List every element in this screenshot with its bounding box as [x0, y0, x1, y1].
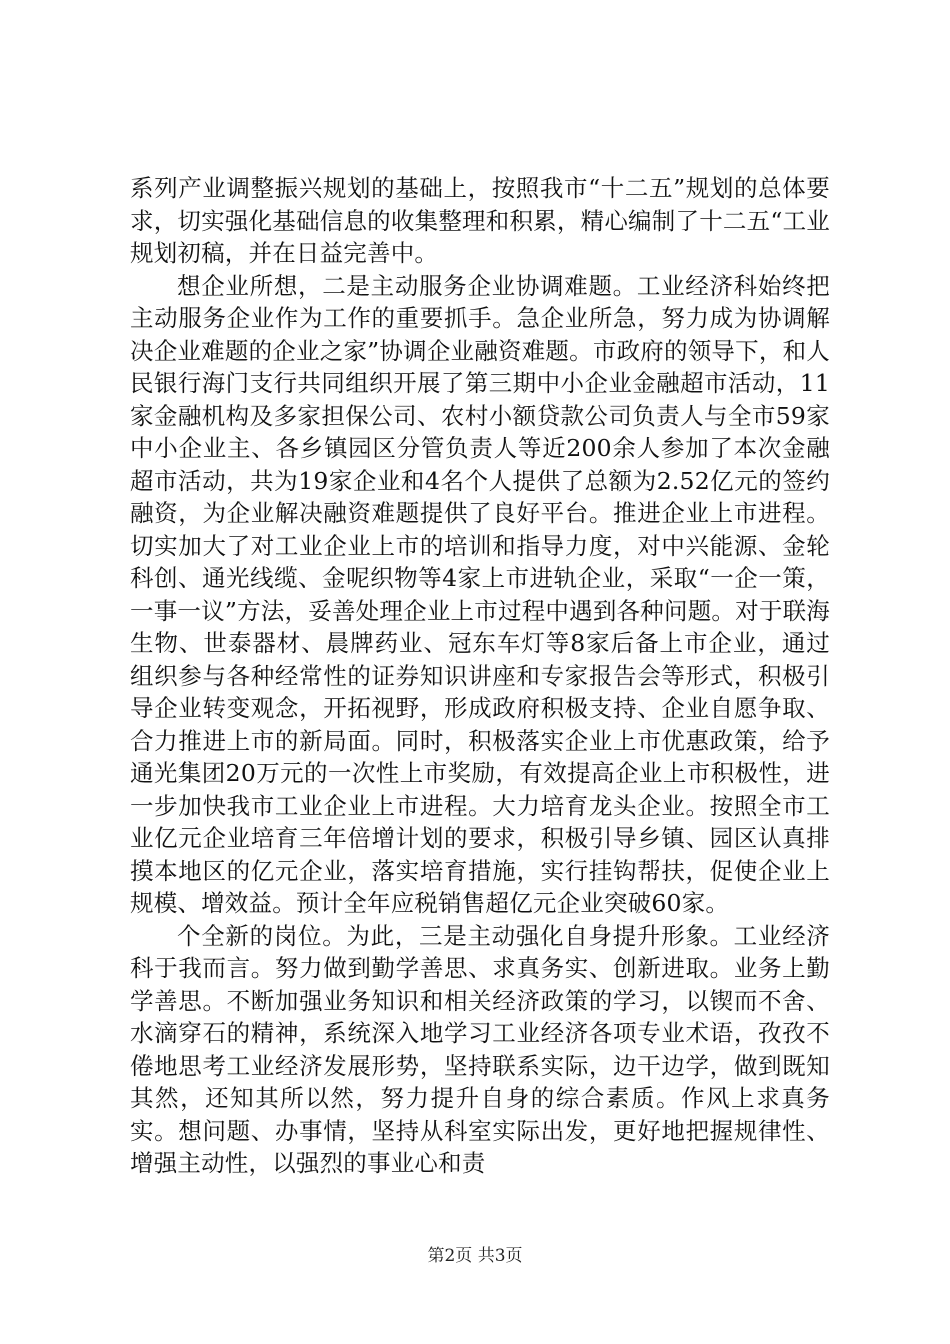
paragraph-2: 想企业所想，二是主动服务企业协调难题。工业经济科始终把主动服务企业作为工作的重要抓手。急企业所急，努力成为协调解决企业难题的企业之家”协调企业融资难题。市政府的领导下，和人民银行海门支行共同组织开展了第三期中小企业金融超市活动，11家金融机构及多家担保公司、农村小额贷款公司负责人与全市59家中小企业主、各乡镇园区分管负责人等近200余人参加了本次金融超市活动，共为19家企业和4名个人提供了总额为2.52亿元的签约融资，为企业解决融资难题提供了良好平台。推进企业上市进程。切实加大了对工业企业上市的培训和指导力度，对中兴能源、金轮科创、通光线缆、金呢织物等4家上市进轨企业，采取“一企一策，一事一议”方法，妥善处理企业上市过程中遇到各种问题。对于联海生物、世泰器材、晨牌药业、冠东车灯等8家后备上市企业，通过组织参与各种经常性的证券知识讲座和专家报告会等形式，积极引导企业转变观念，开拓视野，形成政府积极支持、企业自愿争取、合力推进上市的新局面。同时，积极落实企业上市优惠政策，给予通光集团20万元的一次性上市奖励，有效提高企业上市积极性，进一步加快我市工业企业上市进程。大力培育龙头企业。按照全市工业亿元企业培育三年倍增计划的要求，积极引导乡镇、园区认真排摸本地区的亿元企业，落实培育措施，实行挂钩帮扶，促使企业上规模、增效益。预计全年应税销售超亿元企业突破60家。 [130, 271, 830, 917]
paragraph-3: 个全新的岗位。为此，三是主动强化自身提升形象。工业经济科于我而言。努力做到勤学善思、求真务实、创新进取。业务上勤学善思。不断加强业务知识和相关经济政策的学习，以锲而不舍、水滴穿石的精神，系统深入地学习工业经济各项专业术语，孜孜不倦地思考工业经济发展形势，坚持联系实际，边干边学，做到既知其然，还知其所以然，努力提升自身的综合素质。作风上求真务实。想问题、办事情，坚持从科室实际出发，更好地把握规律性、增强主动性，以强烈的事业心和责 [130, 921, 830, 1177]
paragraph-1: 系列产业调整振兴规划的基础上，按照我市“十二五”规划的总体要求，切实强化基础信息的收集整理和积累，精心编制了十二五“工业规划初稿，并在日益完善中。 [130, 174, 830, 267]
page-number: 第2页 共3页 [427, 1246, 523, 1266]
body-text [130, 172, 830, 1180]
page-footer [0, 1245, 950, 1267]
